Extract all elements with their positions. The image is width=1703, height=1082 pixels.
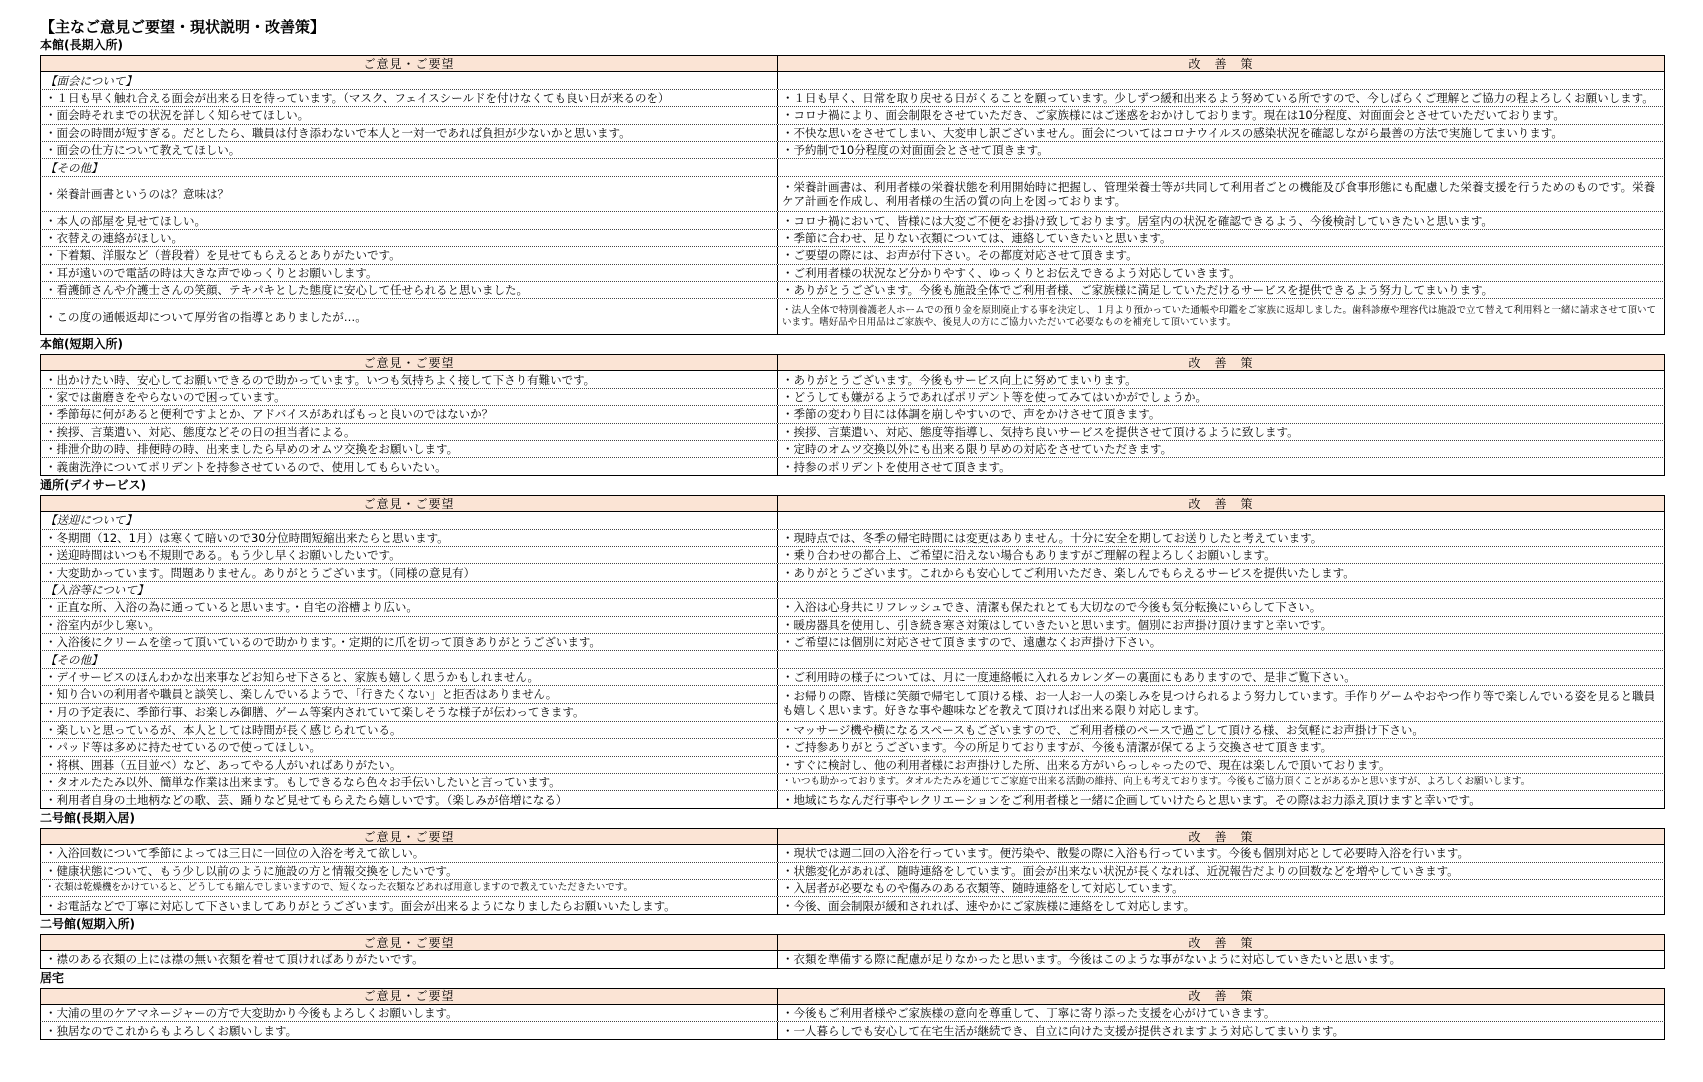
table-row [40, 669, 1665, 686]
table-row [40, 564, 1665, 581]
section-title: 本館(長期入所) [40, 38, 123, 52]
improvement-text: ・どうしても嫌がるようであればポリデント等を使ってみてはいかがでしょうか。 [782, 390, 1208, 404]
table-row [40, 177, 1665, 213]
table-row [40, 458, 1665, 475]
opinion-text: ・大変助かっています。問題ありません。ありがとうございます。（同様の意見有） [41, 564, 778, 580]
column-header-opinion: ご意見・ご要望 [41, 989, 778, 1004]
improvement-text: ・季節に合わせ、足りない衣類については、連絡していきたいと思います。 [782, 231, 1172, 245]
category-label: 【その他】 [41, 651, 778, 667]
improvement-text [778, 512, 1664, 528]
category-row [40, 512, 1665, 529]
table-row [40, 722, 1665, 739]
table-row [40, 845, 1665, 862]
opinion-text: ・耳が遠いので電話の時は大きな声でゆっくりとお願いします。 [41, 265, 778, 281]
opinion-text: ・健康状態について、もう少し以前のように施設の方と情報交換をしたいです。 [41, 863, 778, 879]
opinion-text: ・下着類、洋服など（普段着）を見せてもらえるとありがたいです。 [41, 247, 778, 263]
improvement-text: ・１日も早く、日常を取り戻せる日がくることを願っています。少しずつ緩和出来るよう努めている所ですので、今しばらくご理解とご協力の程よろしくお願いします。 [782, 91, 1654, 105]
improvement-text: ・今後もご利用者様やご家族様の意向を尊重して、丁寧に寄り添った支援を心がけていきます。 [782, 1006, 1276, 1021]
opinion-text: ・タオルたたみ以外、簡単な作業は出来ます。もしできるなら色々お手伝いしたいと言っています。 [41, 774, 778, 790]
improvement-text: ・ご要望の際には、お声が付下さい。その都度対応させて頂きます。 [782, 248, 1138, 263]
improvement-text: ・ご利用時の様子については、月に一度連絡帳に入れるカレンダーの裏面にもありますので、是非ご覧下さい。 [782, 670, 1356, 684]
table-row [40, 389, 1665, 406]
opinion-cell-group [41, 686, 778, 721]
table-row [40, 599, 1665, 616]
improvement-text: ・不快な思いをさせてしまい、大変申し訳ございません。面会についてはコロナウイルスの感染状況を確認しながら最善の方法で実施してまいります。 [782, 125, 1563, 140]
table-row [40, 299, 1665, 335]
improvement-text: ・挨拶、言葉遣い、対応、態度等指導し、気持ち良いサービスを提供させて頂けるように致します。 [782, 424, 1299, 439]
opinion-text: ・お電話などで丁寧に対応して下さいましてありがとうございます。面会が出来るようになりましたらお願いいたします。 [41, 897, 778, 913]
opinion-text: ・排泄介助の時、排便時の時、出来ましたら早めのオムツ交換をお願いします。 [41, 441, 778, 457]
improvement-text [778, 582, 1664, 598]
column-header-opinion: ご意見・ご要望 [41, 829, 778, 844]
opinion-text: ・季節毎に何があると便利ですよとか、アドバイスがあればもっと良いのではないか？ [41, 406, 778, 422]
opinion-text: ・冬期間（12、1月）は寒くて暗いので30分位時間短縮出来たらと思います。 [41, 530, 778, 546]
table-row [40, 424, 1665, 441]
improvement-text: ・お帰りの際、皆様に笑顔で帰宅して頂ける様、お一人お一人の楽しみを見つけられるよう努力しています。手作りゲームやおやつ作り等で楽しんでいる姿を見ると職員も嬉しく思います。好きな事や趣味などを教えて頂ければ出来る限り対応します。 [782, 689, 1656, 718]
improvement-text [778, 159, 1664, 175]
improvement-text: ・ありがとうございます。今後も施設全体でご利用者様、ご家族様に満足していただけるサービスを提供できるよう努力してまいります。 [782, 283, 1494, 298]
opinion-text: ・看護師さんや介護士さんの笑顔、テキパキとした態度に安心して任せられると思いました。 [41, 282, 778, 298]
opinion-text: ・襟のある衣類の上には襟の無い衣類を着せて頂ければありがたいです。 [41, 951, 778, 967]
section-title: 二号館(短期入所) [40, 916, 135, 931]
opinion-text: ・家では歯磨きをやらないので困っています。 [41, 389, 778, 405]
opinion-text: ・挨拶、言葉遣い、対応、態度などその日の担当者による。 [41, 424, 778, 440]
column-header-improvement: 改 善 策 [1188, 935, 1254, 950]
column-header-improvement: 改 善 策 [1188, 56, 1254, 71]
opinion-text: ・将棋、囲碁（五目並べ）など、あってやる人がいればありがたい。 [41, 757, 778, 773]
table-row [40, 863, 1665, 880]
improvement-text: ・法人全体で特別養護老人ホームでの預り金を原則廃止する事を決定し、１月より預かっていた通帳や印鑑をご家族に返却しました。歯科診療や理容代は施設で立て替えて利用料と一緒に請求させて頂いています。嗜好品や日用品はご家族や、後見人の方にご協力いただいて必要なものを補充して頂いています。 [782, 304, 1657, 328]
improvement-text: ・マッサージ機や横になるスペースもございますので、ご利用者様のペースで過ごして頂ける様、お気軽にお声掛け下さい。 [782, 723, 1424, 737]
table-row [40, 547, 1665, 564]
table-row [40, 230, 1665, 247]
table-row [40, 774, 1665, 791]
table-header-row [40, 934, 1665, 951]
improvement-text [778, 72, 1664, 88]
improvement-text: ・ご希望には個別に対応させて頂きますので、遠慮なくお声掛け下さい。 [782, 635, 1162, 650]
column-header-improvement: 改 善 策 [1188, 355, 1254, 370]
opinion-text: ・入浴後にクリームを塗って頂いているので助かります。・定期的に爪を切って頂きありがとうございます。 [41, 634, 778, 650]
column-header-opinion: ご意見・ご要望 [41, 56, 778, 71]
table-row [40, 880, 1665, 897]
table-row [40, 617, 1665, 634]
category-label: 【その他】 [41, 159, 778, 175]
improvement-text: ・コロナ禍により、面会制限をさせていただき、ご家族様にはご迷惑をおかけしております。現在は10分程度、対面面会とさせていただいております。 [782, 108, 1565, 123]
table-row [40, 757, 1665, 774]
opinion-text: ・利用者自身の土地柄などの歌、芸、踊りなど見せてもらえたら嬉しいです。（楽しみが倍増になる） [41, 791, 778, 807]
improvement-text: ・ご持参ありがとうございます。今の所足りておりますが、今後も清潔が保てるよう交換させて頂きます。 [782, 740, 1333, 755]
page-title: 【主なご意見ご要望・現状説明・改善策】 [40, 18, 326, 36]
opinion-text: ・知り合いの利用者や職員と談笑し、楽しんでいるようで、「行きたくない」と拒否はありません。 [41, 686, 777, 703]
column-header-improvement: 改 善 策 [1188, 496, 1254, 511]
table-row [40, 406, 1665, 423]
category-label: 【送迎について】 [41, 512, 778, 528]
table-row [40, 441, 1665, 458]
opinion-text: ・栄養計画書というのは？意味は？ [41, 177, 778, 212]
improvement-text: ・暖房器具を使用し、引き続き寒さ対策はしていきたいと思います。個別にお声掛け頂けますと幸いです。 [782, 617, 1333, 632]
improvement-text: ・現状では週二回の入浴を行っています。便汚染や、散髪の際に入浴も行っています。今後も個別対応として必要時入浴を行います。 [782, 846, 1470, 861]
improvement-text: ・ありがとうございます。これからも安心してご利用いただき、楽しんでもらえるサービスを提供いたします。 [782, 565, 1355, 580]
improvement-text: ・乗り合わせの都合上、ご希望に沿えない場合もありますがご理解の程よろしくお願いします。 [782, 548, 1276, 563]
opinion-text: ・大浦の里のケアマネージャーの方で大変助かり今後もよろしくお願いします。 [41, 1005, 778, 1021]
table-row [40, 125, 1665, 142]
improvement-text [778, 651, 1664, 667]
opinion-text: ・デイサービスのほんわかな出来事などお知らせ下さると、家族も嬉しく思うかもしれません。 [41, 669, 778, 685]
table-row [40, 530, 1665, 547]
table-row [40, 951, 1665, 968]
opinion-text: ・浴室内が少し寒い。 [41, 617, 778, 633]
table-row [40, 791, 1665, 808]
opinion-text: ・送迎時間はいつも不規則である。もう少し早くお願いしたいです。 [41, 547, 778, 563]
opinion-text: ・本人の部屋を見せてほしい。 [41, 212, 778, 228]
opinion-text: ・面会の仕方について教えてほしい。 [41, 142, 778, 158]
table-header-row [40, 495, 1665, 512]
improvement-text: ・今後、面会制限が緩和されれば、速やかにご家族様に連絡をして対応します。 [782, 898, 1196, 913]
improvement-text: ・持参のポリデントを使用させて頂きます。 [782, 459, 1011, 474]
section-title: 二号館(長期入居) [40, 810, 135, 825]
improvement-text: ・一人暮らしでも安心して在宅生活が継続でき、自立に向けた支援が提供されますよう対応してまいります。 [782, 1023, 1345, 1038]
table-row [40, 1022, 1665, 1039]
opinion-text: ・出かけたい時、安心してお願いできるので助かっています。いつも気持ちよく接して下さり有難いです。 [41, 371, 778, 387]
category-row [40, 159, 1665, 176]
opinion-text: ・パッド等は多めに持たせているので使ってほしい。 [41, 739, 778, 755]
improvement-text: ・コロナ禍において、皆様には大変ご不便をお掛け致しております。居室内の状況を確認できるよう、今後検討していきたいと思います。 [782, 213, 1493, 228]
improvement-text: ・すぐに検討し、他の利用者様にお声掛けした所、出来る方がいらっしゃったので、現在は楽しんで頂いております。 [782, 757, 1391, 772]
table-row [40, 634, 1665, 651]
opinion-text: ・入浴回数について季節によっては三日に一回位の入浴を考えて欲しい。 [41, 845, 778, 861]
category-label: 【面会について】 [41, 72, 778, 88]
opinion-text: ・面会の時間が短すぎる。だとしたら、職員は付き添わないで本人と一対一であれば負担が少ないかと思います。 [41, 125, 778, 141]
improvement-text: ・ありがとうございます。今後もサービス向上に努めてまいります。 [782, 372, 1137, 387]
table-row [40, 247, 1665, 264]
table-header-row [40, 988, 1665, 1005]
improvement-text: ・入居者が必要なものや傷みのある衣類等、随時連絡をして対応しています。 [782, 881, 1184, 896]
table-row [40, 686, 1665, 722]
category-label: 【入浴等について】 [41, 582, 778, 598]
column-header-opinion: ご意見・ご要望 [41, 355, 778, 370]
improvement-text: ・現時点では、冬季の帰宅時間には変更はありません。十分に安全を期してお送りしたと考えています。 [782, 530, 1323, 545]
opinion-text: ・月の予定表に、季節行事、お楽しみ御膳、ゲーム等案内されていて楽しそうな様子が伝わってきます。 [45, 705, 585, 720]
opinion-text: ・この度の通帳返却について厚労省の指導とありましたが…。 [41, 299, 778, 334]
section-title: 本館(短期入所) [40, 337, 123, 351]
table-row [40, 142, 1665, 159]
column-header-opinion: ご意見・ご要望 [41, 935, 778, 950]
category-row [40, 582, 1665, 599]
opinion-text: ・楽しいと思っているが、本人としては時間が長く感じられている。 [41, 722, 778, 738]
opinion-text: ・面会時それまでの状況を詳しく知らせてほしい。 [41, 107, 778, 123]
improvement-text: ・状態変化があれば、随時連絡をしています。面会が出来ない状況が長くなれば、近況報告だよりの回数などを増やしていきます。 [782, 863, 1459, 878]
table-header-row [40, 354, 1665, 371]
improvement-text: ・いつも助かっております。タオルたたみを通じてご家庭で出来る活動の維持、向上も考えております。今後もご協力頂くことがあるかと思いますが、よろしくお願いします。 [782, 776, 1531, 788]
improvement-text: ・季節の変わり目には体調を崩しやすいので、声をかけさせて頂きます。 [782, 407, 1161, 422]
category-row [40, 651, 1665, 668]
table-row [40, 282, 1665, 299]
column-header-improvement: 改 善 策 [1188, 829, 1254, 844]
improvement-text: ・定時のオムツ交換以外にも出来る限り早めの対応をさせていただきます。 [782, 442, 1173, 457]
section-title: 居宅 [40, 970, 65, 985]
table-header-row [40, 55, 1665, 72]
section-title: 通所(デイサービス) [40, 477, 147, 492]
improvement-text: ・入浴は心身共にリフレッシュでき、清潔も保たれとても大切なので今後も気分転換にいらして下さい。 [782, 600, 1322, 615]
column-header-opinion: ご意見・ご要望 [41, 496, 778, 511]
column-header-improvement: 改 善 策 [1188, 989, 1254, 1004]
table-row [40, 739, 1665, 756]
improvement-text: ・衣類を準備する際に配慮が足りなかったと思います。今後はこのような事がないように対応していきたいと思います。 [782, 952, 1402, 967]
opinion-text: ・１日も早く触れ合える面会が出来る日を待っています。（マスク、フェイスシールドを付けなくても良い日が来るのを） [41, 90, 778, 106]
table-row [40, 107, 1665, 124]
improvement-text: ・ご利用者様の状況など分かりやすく、ゆっくりとお伝えできるよう対応していきます。 [782, 265, 1241, 280]
improvement-text: ・予約制で10分程度の対面面会とさせて頂きます。 [782, 143, 1049, 158]
opinion-text: ・衣類は乾燥機をかけていると、どうしても縮んでしまいますので、短くなった衣類などあれば用意しますので教えていただきたいです。 [41, 880, 778, 896]
table-row [40, 371, 1665, 388]
improvement-text: ・栄養計画書は、利用者様の栄養状態を利用開始時に把握し、管理栄養士等が共同して利用者ごとの機能及び食事形態にも配慮した栄養支援を行うためのものです。栄養ケア計画を作成し、利用者様の生活の質の向上を図っております。 [782, 180, 1656, 209]
table-row [40, 90, 1665, 107]
opinion-text: ・独居なのでこれからもよろしくお願いします。 [41, 1022, 778, 1038]
table-row [40, 1005, 1665, 1022]
table-row [40, 265, 1665, 282]
table-header-row [40, 828, 1665, 845]
improvement-text: ・地域にちなんだ行事やレクリエーションをご利用者様と一緒に企画していけたらと思います。その際はお力添え頂けますと幸いです。 [782, 792, 1481, 807]
opinion-text: ・正直な所、入浴の為に通っていると思います。・自宅の浴槽より広い。 [41, 599, 778, 615]
category-row [40, 72, 1665, 89]
table-row [40, 897, 1665, 914]
table-row [40, 212, 1665, 229]
opinion-text: ・衣替えの連絡がほしい。 [41, 230, 778, 246]
opinion-text: ・義歯洗浄についてポリデントを持参させているので、使用してもらいたい。 [41, 458, 778, 474]
